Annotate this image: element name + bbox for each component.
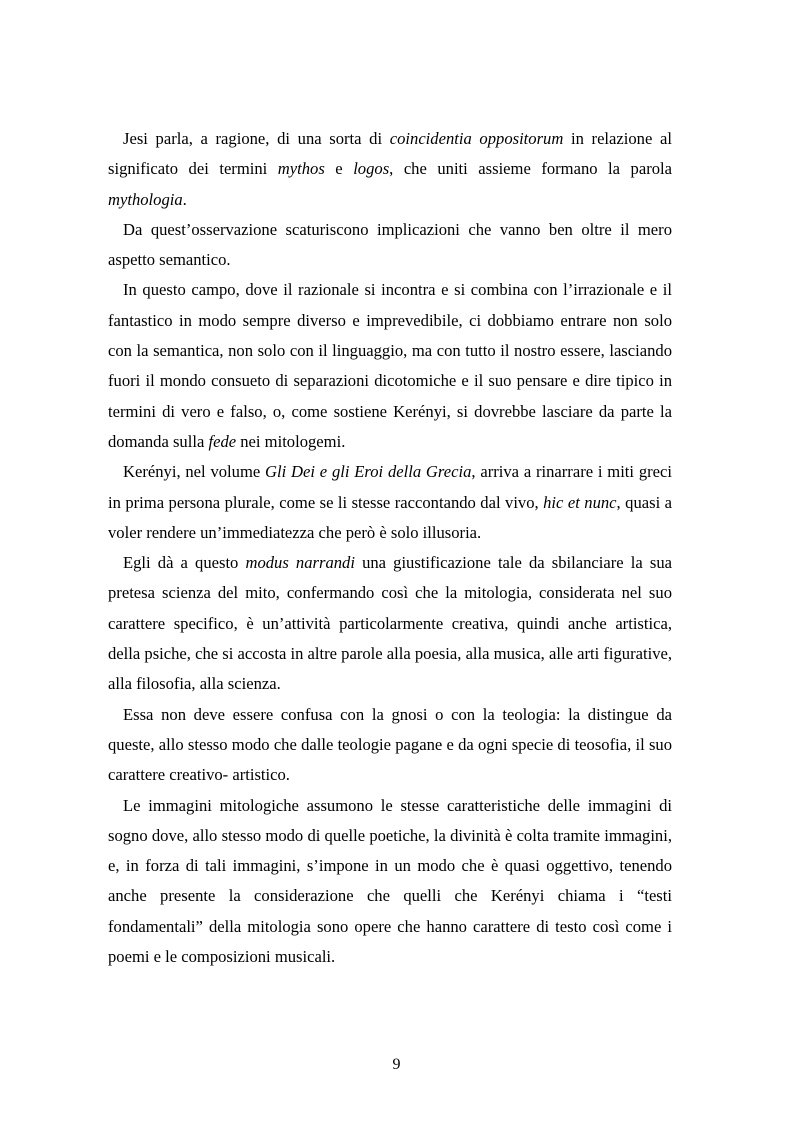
text-run: Essa non deve essere confusa con la gnosi o con la teologia: la distingue da queste, allo stesso modo che dalle teologie pagane e da ogni specie di teosofia, il suo carattere creativo- artistico. — [108, 704, 672, 785]
italic-run: fede — [208, 431, 237, 451]
text-run: , quasi a voler rendere un’immediatezza che però è solo illusoria. — [108, 492, 672, 542]
paragraph — [108, 548, 672, 699]
italic-run: mythologia — [108, 189, 183, 209]
page-body — [108, 124, 672, 972]
paragraph — [108, 457, 672, 548]
text-run: . — [182, 189, 187, 209]
text-run: Egli dà a questo — [123, 553, 246, 573]
text-run: Da quest’osservazione scaturiscono implicazioni che vanno ben oltre il mero aspetto semantico. — [108, 219, 672, 270]
paragraph — [108, 275, 672, 457]
text-run: Kerényi, nel volume — [123, 462, 266, 482]
italic-run: coincidentia oppositorum — [389, 129, 564, 148]
text-run: Le immagini mitologiche assumono le stesse caratteristiche delle immagini di sogno dove, allo stesso modo di quelle poetiche, la divinità è colta tramite immagini, e, in forza di tali immagini, s’impone in un modo che è quasi oggettivo, tenendo anche presente la considerazione che quelli che Kerényi chiama i “testi fondamentali” della mitologia sono opere che hanno carattere di testo così come i poemi e le composizioni musicali. — [108, 795, 672, 967]
text-run: nei mitologemi. — [236, 431, 346, 451]
italic-run: mythos — [277, 159, 325, 179]
italic-run: logos — [353, 159, 390, 179]
italic-run: Gli Dei e gli Eroi della Grecia — [265, 462, 472, 482]
text-run: In questo campo, dove il razionale si incontra e si combina con l’irrazionale e il fantastico in modo sempre diverso e imprevedibile, ci dobbiamo entrare non solo con la semantica, non solo con il linguaggio, ma con tutto il nostro essere, lasciando fuori il mondo consueto di separazioni dicotomiche e il suo pensare e dire tipico in termini di vero e falso, o, come sostiene Kerényi, si dovrebbe lasciare da parte la domanda sulla — [108, 280, 672, 451]
text-run: in relazione al significato dei termini — [108, 129, 672, 179]
paragraph — [108, 700, 672, 791]
paragraph — [108, 124, 672, 215]
italic-run: modus narrandi — [245, 553, 355, 573]
page-number: 9 — [392, 1056, 401, 1073]
italic-run: hic et nunc — [543, 492, 617, 512]
text-run: , che uniti assieme formano la parola — [389, 159, 672, 179]
paragraph — [108, 791, 672, 973]
text-run: , arriva a rinarrare i miti greci in prima persona plurale, come se li stesse raccontando dal vivo, — [108, 462, 672, 512]
text-run: Jesi parla, a ragione, di una sorta di — [123, 129, 390, 148]
text-run: una giustificazione tale da sbilanciare la sua pretesa scienza del mito, confermando così che la mitologia, considerata nel suo carattere specifico, è un’attività particolarmente creativa, quindi anche artistica, della psiche, che si accosta in altre parole alla poesia, alla musica, alle arti figurative, alla filosofia, alla scienza. — [108, 553, 672, 694]
paragraph — [108, 215, 672, 276]
text-run: e — [324, 159, 354, 179]
